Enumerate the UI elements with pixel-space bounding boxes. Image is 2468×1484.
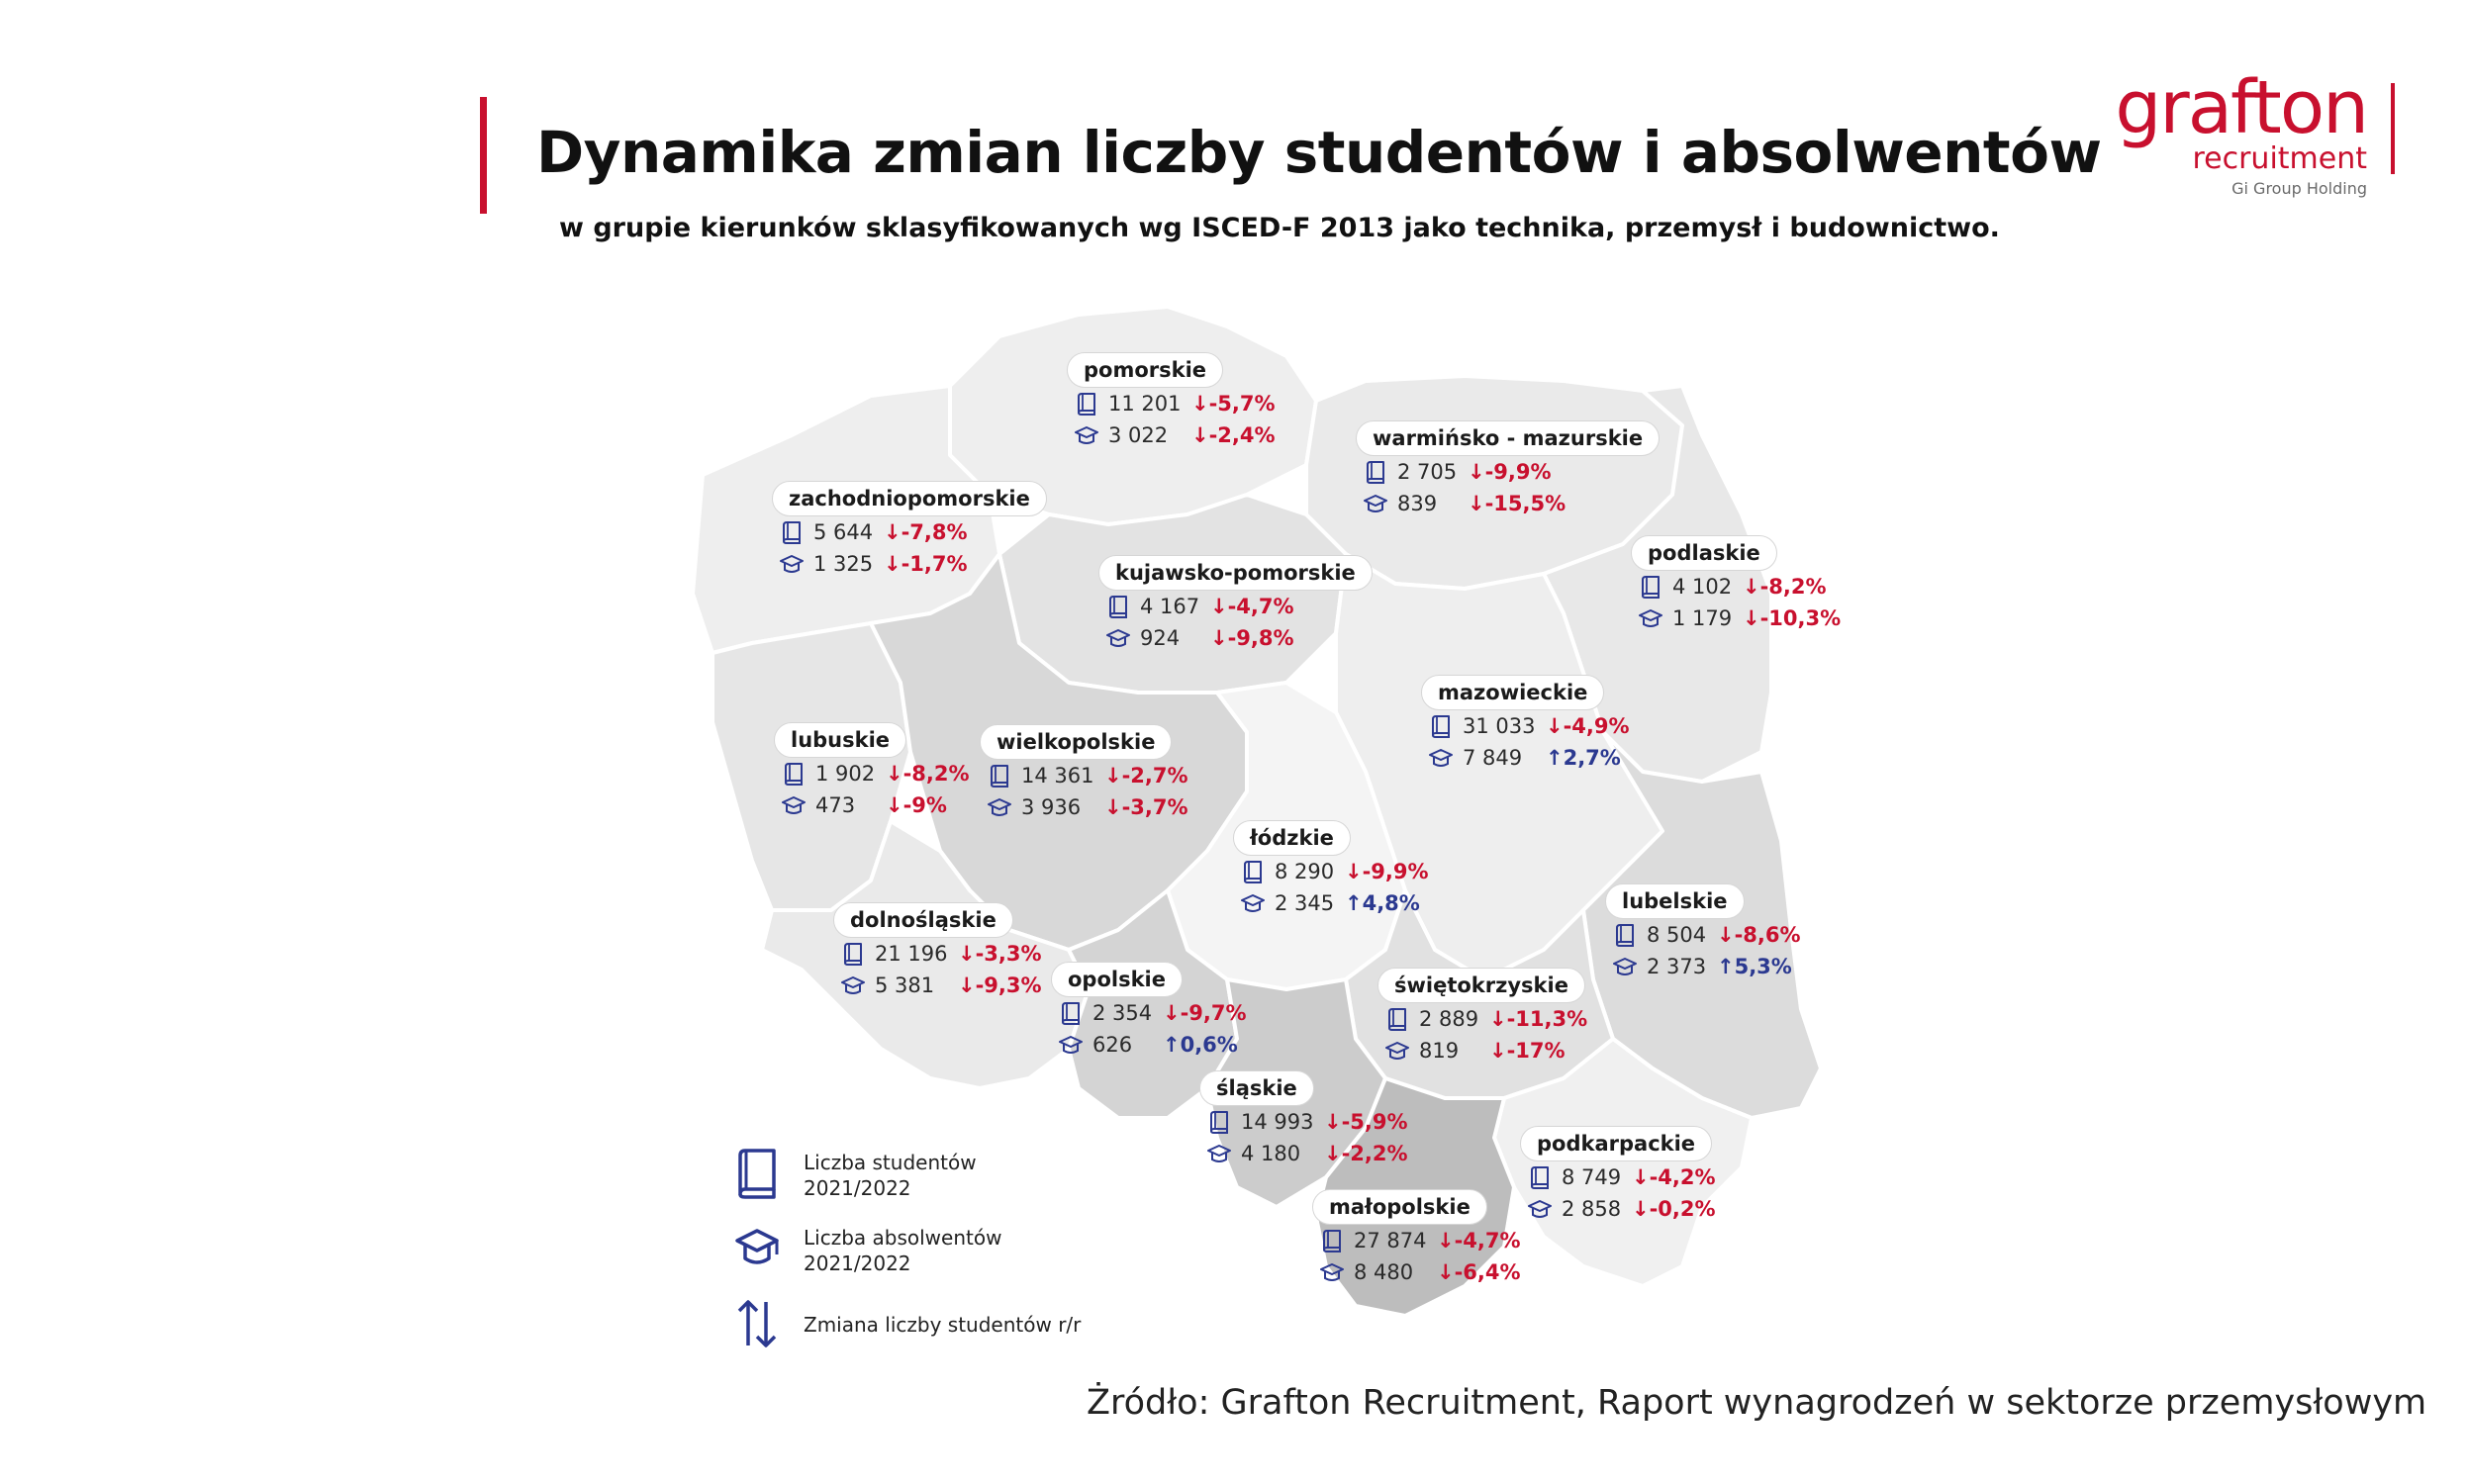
region-name: lubelskie — [1605, 883, 1745, 919]
students-row — [1320, 1225, 1521, 1256]
region-podlaskie — [1631, 535, 1841, 634]
graduates-count: 626 — [1092, 1033, 1133, 1057]
students-change: ↓-8,2% — [1743, 575, 1827, 599]
page-subtitle: w grupie kierunków sklasyfikowanych wg ISCED-F 2013 jako technika, przemysł i budownictwo. — [559, 213, 2000, 243]
graduates-change: ↓-10,3% — [1743, 606, 1842, 630]
graduates-change: ↓-9,8% — [1210, 626, 1294, 650]
students-change: ↓-4,2% — [1632, 1165, 1716, 1189]
book-icon — [1613, 923, 1637, 947]
graduation-cap-icon — [780, 552, 804, 576]
region-name: podkarpackie — [1520, 1126, 1712, 1161]
students-change: ↓-4,7% — [1210, 595, 1294, 618]
students-change: ↓-4,9% — [1546, 714, 1630, 738]
graduation-cap-icon — [1075, 423, 1098, 447]
graduation-cap-icon — [1385, 1039, 1409, 1063]
page-title: Dynamika zmian liczby studentów i absolwentów — [536, 119, 2102, 186]
book-icon — [1241, 860, 1265, 883]
region-wielkopolskie — [980, 724, 1188, 823]
students-count: 8 504 — [1647, 923, 1707, 947]
graduates-count: 8 480 — [1354, 1260, 1414, 1284]
book-icon — [1429, 714, 1453, 738]
legend-change-label: Zmiana liczby studentów r/r — [804, 1313, 1082, 1337]
graduates-count: 2 345 — [1275, 891, 1335, 915]
graduates-change: ↑4,8% — [1345, 891, 1420, 915]
region-dolnoslaskie — [833, 902, 1042, 1001]
graduates-row — [1385, 1035, 1587, 1067]
region-name: pomorskie — [1067, 352, 1223, 388]
graduation-cap-icon — [1364, 492, 1387, 515]
graduation-cap-icon — [1320, 1260, 1344, 1284]
region-lodzkie — [1233, 820, 1429, 919]
graduation-cap-icon — [988, 795, 1011, 819]
graduates-count: 1 325 — [813, 552, 874, 576]
graduates-change: ↓-2,4% — [1191, 423, 1276, 447]
region-name: świętokrzyskie — [1377, 968, 1585, 1003]
region-kujawsko-pomorskie — [1098, 555, 1373, 654]
region-malopolskie — [1312, 1189, 1521, 1288]
graduates-row — [1106, 622, 1373, 654]
students-count: 14 993 — [1241, 1110, 1314, 1134]
students-count: 27 874 — [1354, 1229, 1427, 1252]
book-icon — [841, 942, 865, 966]
graduation-cap-icon — [1106, 626, 1130, 650]
graduates-change: ↓-9% — [886, 793, 947, 817]
graduates-row — [1528, 1193, 1716, 1225]
students-count: 31 033 — [1463, 714, 1536, 738]
students-change: ↓-11,3% — [1489, 1007, 1588, 1031]
region-name: małopolskie — [1312, 1189, 1487, 1225]
students-count: 1 902 — [815, 762, 876, 786]
students-count: 2 354 — [1092, 1001, 1153, 1025]
graduates-change: ↓-3,7% — [1104, 795, 1188, 819]
students-row — [1429, 710, 1630, 742]
book-icon — [1385, 1007, 1409, 1031]
region-lubuskie — [774, 722, 970, 821]
graduates-count: 1 179 — [1672, 606, 1733, 630]
graduates-row — [780, 548, 1047, 580]
legend-students-line2: 2021/2022 — [804, 1176, 911, 1200]
students-count: 21 196 — [875, 942, 948, 966]
book-icon — [1106, 595, 1130, 618]
region-swietokrzyskie — [1377, 968, 1587, 1067]
book-icon — [780, 520, 804, 544]
region-opolskie — [1051, 962, 1247, 1061]
book-icon — [734, 1148, 780, 1199]
students-row — [1385, 1003, 1587, 1035]
graduates-row — [1429, 742, 1630, 774]
book-icon — [1207, 1110, 1231, 1134]
graduates-count: 819 — [1419, 1039, 1460, 1063]
students-row — [1106, 591, 1373, 622]
students-row — [780, 516, 1047, 548]
legend-graduates-line2: 2021/2022 — [804, 1252, 911, 1275]
region-warminsko-mazurskie — [1356, 420, 1660, 519]
students-change: ↓-9,9% — [1468, 460, 1552, 484]
book-icon — [1320, 1229, 1344, 1252]
students-count: 2 705 — [1397, 460, 1458, 484]
graduates-change: ↓-15,5% — [1468, 492, 1566, 515]
graduates-row — [782, 789, 970, 821]
book-icon — [1364, 460, 1387, 484]
legend-students-line1: Liczba studentów — [804, 1151, 977, 1174]
graduates-change: ↑5,3% — [1717, 955, 1792, 978]
graduates-row — [1639, 603, 1841, 634]
region-name: opolskie — [1051, 962, 1183, 997]
region-lubelskie — [1605, 883, 1801, 982]
graduates-row — [1075, 419, 1276, 451]
graduates-change: ↑2,7% — [1546, 746, 1621, 770]
students-row — [1207, 1106, 1408, 1138]
students-count: 5 644 — [813, 520, 874, 544]
region-name: podlaskie — [1631, 535, 1777, 571]
book-icon — [1059, 1001, 1083, 1025]
graduates-change: ↑0,6% — [1163, 1033, 1238, 1057]
book-icon — [782, 762, 806, 786]
graduation-cap-icon — [1429, 746, 1453, 770]
graduates-count: 839 — [1397, 492, 1438, 515]
graduates-change: ↓-1,7% — [884, 552, 968, 576]
graduates-row — [988, 791, 1188, 823]
region-name: mazowieckie — [1421, 675, 1604, 710]
logo-holding: Gi Group Holding — [2231, 179, 2367, 198]
graduates-change: ↓-0,2% — [1632, 1197, 1716, 1221]
graduation-cap-icon — [782, 793, 806, 817]
graduation-cap-icon — [1613, 955, 1637, 978]
book-icon — [1639, 575, 1662, 599]
graduates-change: ↓-2,2% — [1324, 1142, 1408, 1165]
region-slaskie — [1199, 1070, 1408, 1169]
graduates-count: 5 381 — [875, 974, 935, 997]
graduates-count: 2 858 — [1562, 1197, 1622, 1221]
region-name: łódzkie — [1233, 820, 1351, 856]
region-name: wielkopolskie — [980, 724, 1172, 760]
graduates-count: 2 373 — [1647, 955, 1707, 978]
students-change: ↓-7,8% — [884, 520, 968, 544]
students-count: 4 167 — [1140, 595, 1200, 618]
graduation-cap-icon — [734, 1223, 780, 1274]
region-podkarpackie — [1520, 1126, 1716, 1225]
book-icon — [988, 764, 1011, 788]
graduation-cap-icon — [1059, 1033, 1083, 1057]
students-count: 4 102 — [1672, 575, 1733, 599]
graduates-count: 7 849 — [1463, 746, 1523, 770]
students-count: 14 361 — [1021, 764, 1094, 788]
source-note: Żródło: Grafton Recruitment, Raport wynagrodzeń w sektorze przemysłowym — [1087, 1383, 2427, 1423]
students-row — [1364, 456, 1660, 488]
students-count: 11 201 — [1108, 392, 1182, 416]
region-name: śląskie — [1199, 1070, 1314, 1106]
graduation-cap-icon — [1241, 891, 1265, 915]
graduates-change: ↓-9,3% — [958, 974, 1042, 997]
region-name: lubuskie — [774, 722, 906, 758]
region-name: dolnośląskie — [833, 902, 1013, 938]
graduation-cap-icon — [1528, 1197, 1552, 1221]
students-row — [1241, 856, 1429, 887]
graduates-count: 4 180 — [1241, 1142, 1301, 1165]
students-change: ↓-9,7% — [1163, 1001, 1247, 1025]
graduates-count: 473 — [815, 793, 856, 817]
graduates-change: ↓-6,4% — [1437, 1260, 1521, 1284]
students-change: ↓-2,7% — [1104, 764, 1188, 788]
students-change: ↓-8,6% — [1717, 923, 1801, 947]
graduates-row — [1059, 1029, 1247, 1061]
region-zachodniopomorskie — [772, 481, 1047, 580]
graduates-count: 3 022 — [1108, 423, 1169, 447]
students-row — [1613, 919, 1801, 951]
students-row — [988, 760, 1188, 791]
students-row — [1528, 1161, 1716, 1193]
region-pomorskie — [1067, 352, 1276, 451]
book-icon — [1075, 392, 1098, 416]
graduation-cap-icon — [1207, 1142, 1231, 1165]
up-down-arrows-icon — [734, 1298, 780, 1349]
students-row — [782, 758, 970, 789]
students-row — [1075, 388, 1276, 419]
students-change: ↓-9,9% — [1345, 860, 1429, 883]
students-row — [841, 938, 1042, 970]
graduates-row — [1613, 951, 1801, 982]
region-mazowieckie — [1421, 675, 1630, 774]
logo-recruitment: recruitment — [2192, 141, 2367, 176]
students-change: ↓-5,9% — [1324, 1110, 1408, 1134]
graduates-row — [1320, 1256, 1521, 1288]
graduation-cap-icon — [841, 974, 865, 997]
graduates-row — [841, 970, 1042, 1001]
logo-wordmark: grafton — [2115, 65, 2367, 150]
graduates-count: 3 936 — [1021, 795, 1082, 819]
students-change: ↓-8,2% — [886, 762, 970, 786]
region-name: warmińsko - mazurskie — [1356, 420, 1660, 456]
graduates-row — [1364, 488, 1660, 519]
students-change: ↓-5,7% — [1191, 392, 1276, 416]
students-row — [1059, 997, 1247, 1029]
students-count: 8 290 — [1275, 860, 1335, 883]
region-name: kujawsko-pomorskie — [1098, 555, 1373, 591]
graduates-change: ↓-17% — [1489, 1039, 1566, 1063]
students-row — [1639, 571, 1841, 603]
students-count: 2 889 — [1419, 1007, 1479, 1031]
students-count: 8 749 — [1562, 1165, 1622, 1189]
graduates-count: 924 — [1140, 626, 1181, 650]
graduates-row — [1241, 887, 1429, 919]
graduation-cap-icon — [1639, 606, 1662, 630]
students-change: ↓-3,3% — [958, 942, 1042, 966]
region-name: zachodniopomorskie — [772, 481, 1047, 516]
students-change: ↓-4,7% — [1437, 1229, 1521, 1252]
legend-graduates-line1: Liczba absolwentów — [804, 1226, 1002, 1250]
graduates-row — [1207, 1138, 1408, 1169]
book-icon — [1528, 1165, 1552, 1189]
